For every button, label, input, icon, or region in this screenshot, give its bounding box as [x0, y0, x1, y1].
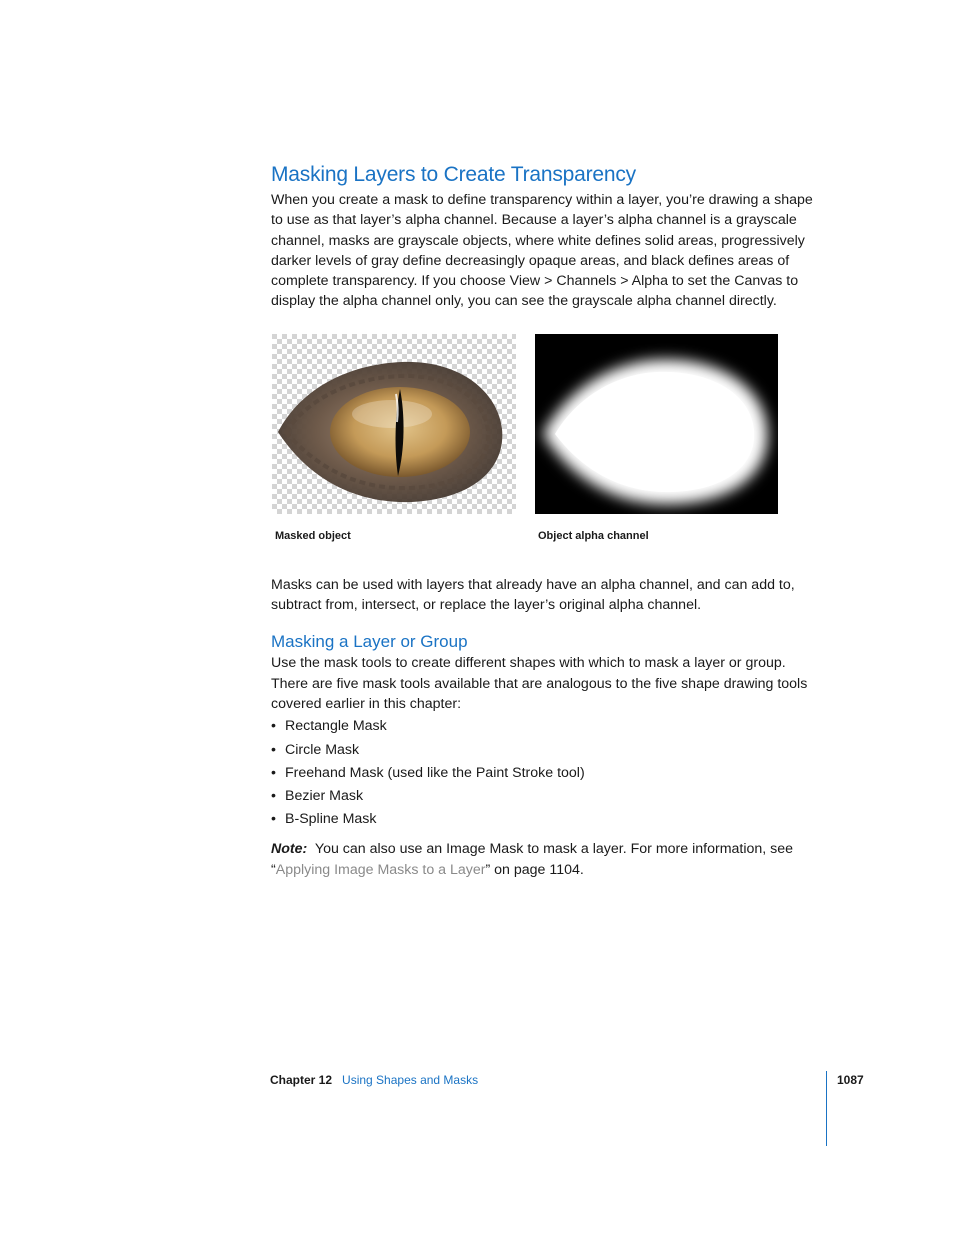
page-footer: [270, 1073, 478, 1087]
paragraph-mask-tools: Use the mask tools to create different shapes with which to mask a layer or group. There are five mask tools available that are analogous to the five shape drawing tools covered earlier in this chapter:: [271, 655, 808, 712]
mask-tools-list: [271, 716, 819, 829]
list-item: • Rectangle Mask: [271, 718, 387, 735]
alpha-channel-image: [535, 334, 778, 514]
note-label: Note:: [271, 841, 308, 858]
alpha-channel-caption: Object alpha channel: [538, 529, 649, 542]
note-paragraph: [271, 839, 819, 880]
list-item: • B-Spline Mask: [271, 811, 377, 828]
footer-divider: [826, 1071, 827, 1146]
list-item: • Bezier Mask: [271, 788, 364, 805]
page-number: 1087: [837, 1073, 864, 1087]
masked-object-image: [272, 334, 516, 514]
figure-pair: [271, 334, 819, 566]
page-content: [271, 160, 819, 880]
list-item: • Circle Mask: [271, 741, 360, 758]
intro-paragraph: When you create a mask to define transparency within a layer, you’re drawing a shape to use as that layer’s alpha channel. Because a layer’s alpha channel is a grayscale channel, masks are grayscale objects, where white defines solid areas, progressively darker levels of gray define decreasingly opaque areas, and black defines areas of complete transparency. If you choose View > Channels > Alpha to set the Canvas to display the alpha channel only, you can see the grayscale alpha channel directly.: [271, 192, 813, 310]
subsection-title: Masking a Layer or Group: [271, 632, 468, 652]
list-item: • Freehand Mask (used like the Paint Stroke tool): [271, 764, 585, 781]
section-title: Masking Layers to Create Transparency: [271, 163, 636, 186]
note-text-before: You can also use an Image Mask to mask a layer. For more information, see “: [271, 841, 794, 878]
chapter-label: Chapter 12: [270, 1073, 333, 1087]
paragraph-alpha-usage: Masks can be used with layers that already have an alpha channel, and can add to, subtract from, intersect, or replace the layer’s original alpha channel.: [271, 576, 795, 614]
note-text-after: ” on page 1104.: [485, 861, 584, 878]
image-masks-link[interactable]: Applying Image Masks to a Layer: [275, 861, 486, 878]
chapter-title: Using Shapes and Masks: [342, 1073, 479, 1087]
masked-object-caption: Masked object: [275, 529, 351, 542]
